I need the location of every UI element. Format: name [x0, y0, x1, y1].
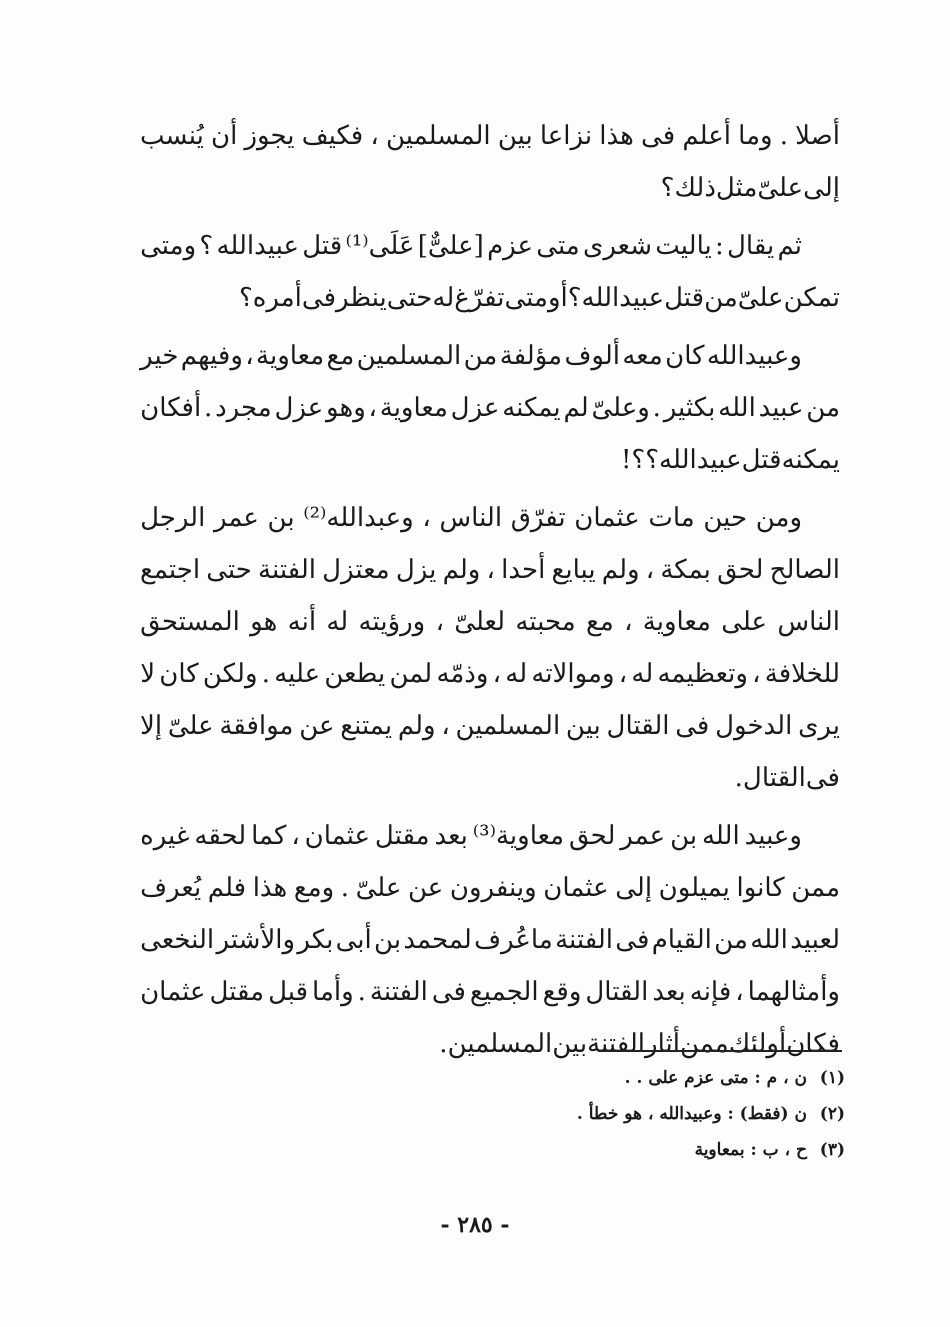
- footnote-text: ح ، ب : بمعاوية: [694, 1140, 807, 1160]
- footnote: [485, 1096, 845, 1132]
- text-line: وأمثالهما ، فإنه بعد القتال وقع الجميع فى الفتنة . وأما قبل مقتل عثمان: [140, 977, 840, 1007]
- text-line: لعبيد الله من القيام فى الفتنة ماعُرف لمحمد بن أبى بكر والأشتر النخعى: [140, 925, 840, 955]
- paragraph: [140, 492, 840, 804]
- footnote: [485, 1060, 845, 1096]
- text-line: فكان أولئك ممن أثار الفتنة بين المسلمين .: [439, 1029, 840, 1059]
- text-line: وعبيد الله بن عمر لحق معاوية⁽³⁾ بعد مقتل عثمان ، كما لحقه غيره: [140, 821, 802, 851]
- footnote-number: (٢): [819, 1104, 845, 1124]
- footnote-separator: [602, 1050, 842, 1052]
- text-line: تمكن علىّ من قتل عبيدالله ؟ أو متى تفرّغ له حتى ينظر فى أمره ؟: [238, 283, 840, 313]
- footnote-number: (١): [819, 1068, 845, 1088]
- paragraph: [140, 110, 840, 214]
- text-line: ثم يقال : ياليت شعرى متى عزم [علىٌّ] عَلَى⁽¹⁾ قتل عبيدالله ؟ ومتى: [140, 231, 802, 261]
- footnote: [485, 1132, 845, 1168]
- paragraph: [140, 810, 840, 1070]
- text-line: إلى علىّ مثل ذلك ؟: [660, 173, 840, 203]
- text-line: من عبيد الله بكثير . وعلىّ لم يمكنه عزل معاوية ، وهو عزل مجرد . أفكان: [140, 393, 840, 423]
- footnote-text: ن (فقط) : وعبيدالله ، هو خطأ .: [576, 1104, 807, 1124]
- paragraph: [140, 330, 840, 486]
- text-line: وعبيدالله كان معه ألوف مؤلفة من المسلمين مع معاوية ، وفيهم خير: [140, 341, 802, 371]
- paragraph: [140, 220, 840, 324]
- text-line: يرى الدخول فى القتال بين المسلمين ، ولم يمتنع عن موافقة علىّ إلا: [140, 711, 840, 741]
- text-line: ممن كانوا يميلون إلى عثمان وينفرون عن علىّ . ومع هذا فلم يُعرف: [140, 873, 840, 903]
- footnotes: [485, 1060, 845, 1168]
- text-line: فى القتال .: [734, 763, 840, 793]
- text-line: يمكنه قتل عبيد الله ؟ ؟ !: [620, 445, 840, 475]
- text-line: أصلا . وما أعلم فى هذا نزاعا بين المسلمين ، فكيف يجوز أن يُنسب: [140, 121, 840, 151]
- text-line: ومن حين مات عثمان تفرّق الناس ، وعبدالله⁽²⁾ بن عمر الرجل: [140, 503, 802, 533]
- main-text: [140, 110, 840, 1070]
- page-number: - ٢٨٥ -: [440, 1212, 510, 1238]
- footnote-text: ن ، م : متى عزم على . .: [624, 1068, 807, 1088]
- text-line: الناس على معاوية ، مع محبته لعلىّ ، ورؤيته له أنه هو المستحق: [140, 607, 840, 637]
- text-line: للخلافة ، وتعظيمه له ، وموالاته له ، وذمّه لمن يطعن عليه . ولكن كان لا: [140, 659, 840, 689]
- footnote-number: (٣): [819, 1140, 845, 1160]
- text-line: الصالح لحق بمكة ، ولم يبايع أحدا ، ولم يزل معتزل الفتنة حتى اجتمع: [140, 555, 840, 585]
